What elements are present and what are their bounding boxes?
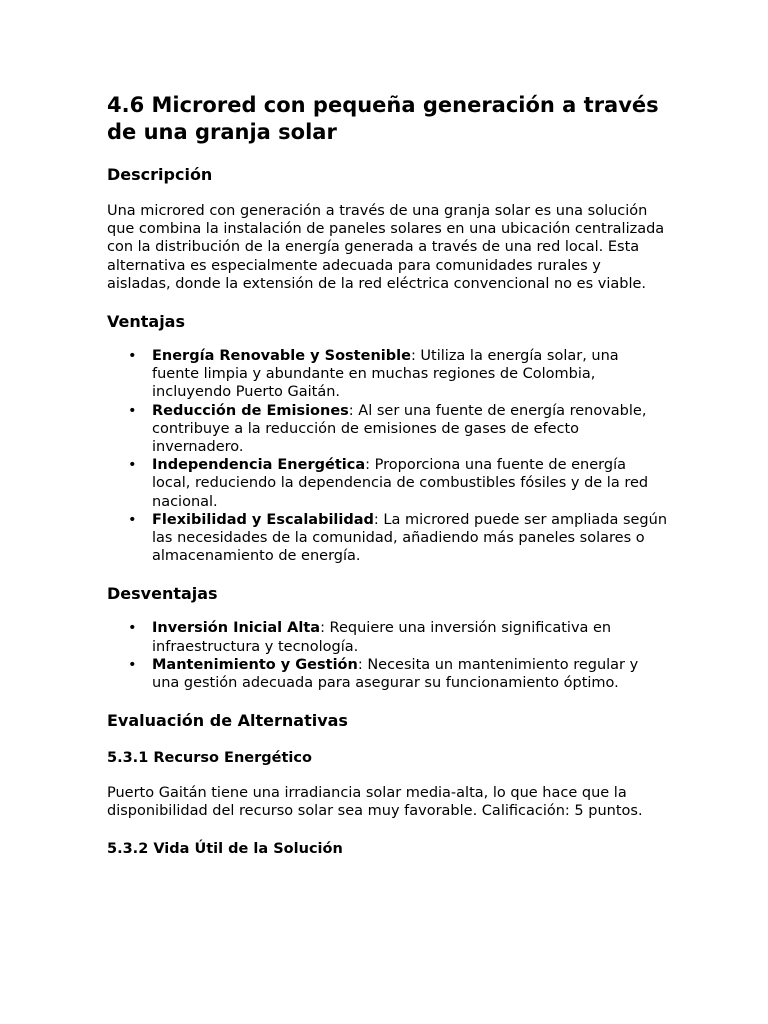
list-item-text: : Al ser una fuente de energía renovable, contribuye a la reducción de emisiones de gases de efecto invernadero.: [152, 402, 647, 456]
bullet-icon: •: [128, 656, 137, 673]
list-item-term: Energía Renovable y Sostenible: [152, 348, 411, 365]
bullet-icon: •: [128, 402, 137, 419]
list-item-text: : Proporciona una fuente de energía local, reduciendo la dependencia de combustibles fósiles y de la red nacional.: [152, 457, 649, 510]
vida-util-heading: 5.3.2 Vida Útil de la Solución: [107, 840, 343, 857]
list-item: [128, 511, 668, 566]
list-item-term: Inversión Inicial Alta: [152, 620, 321, 637]
list-item-text: : Utiliza la energía solar, una fuente limpia y abundante en muchas regiones de Colombia, incluyendo Puerto Gaitán.: [152, 348, 619, 401]
descripcion-heading: Descripción: [107, 165, 213, 184]
bullet-icon: •: [128, 457, 137, 474]
list-item-text: : Necesita un mantenimiento regular y una gestión adecuada para asegurar su funcionamiento óptimo.: [152, 656, 639, 692]
ventajas-heading: Ventajas: [107, 312, 185, 332]
list-item-text: : Requiere una inversión significativa en infraestructura y tecnología.: [152, 620, 612, 655]
list-item: [128, 402, 668, 457]
list-item: [128, 656, 668, 692]
descripcion-paragraph: Una microred con generación a través de una granja solar es una solución que combina la instalación de paneles solares en una ubicación centralizada con la distribución de la energía generada a través de una red local. Esta alternativa es especialmente adecuada para comunidades rurales y aisladas, donde la extensión de la red eléctrica convencional no es viable.: [107, 203, 665, 292]
list-item: [128, 347, 668, 402]
list-item: [128, 456, 668, 511]
ventajas-list: [107, 347, 668, 565]
list-item: [128, 619, 668, 655]
recurso-energetico-heading: 5.3.1 Recurso Energético: [107, 750, 312, 767]
bullet-icon: •: [128, 620, 137, 637]
section-title: 4.6 Microred con pequeña generación a través de una granja solar: [107, 93, 659, 144]
list-item-term: Reducción de Emisiones: [152, 402, 349, 419]
desventajas-heading: Desventajas: [107, 584, 218, 604]
bullet-icon: •: [128, 348, 137, 365]
list-item-term: Independencia Energética: [152, 457, 366, 474]
list-item-term: Flexibilidad y Escalabilidad: [152, 511, 374, 528]
bullet-icon: •: [128, 511, 137, 528]
list-item-text: : La microred puede ser ampliada según las necesidades de la comunidad, añadiendo más paneles solares o almacenamiento de energía.: [152, 511, 668, 565]
desventajas-list: [107, 619, 668, 692]
list-item-term: Mantenimiento y Gestión: [152, 656, 358, 673]
evaluacion-heading: Evaluación de Alternativas: [107, 711, 348, 731]
recurso-energetico-paragraph: Puerto Gaitán tiene una irradiancia solar media-alta, lo que hace que la disponibilidad del recurso solar sea muy favorable. Calificación: 5 puntos.: [107, 785, 643, 820]
